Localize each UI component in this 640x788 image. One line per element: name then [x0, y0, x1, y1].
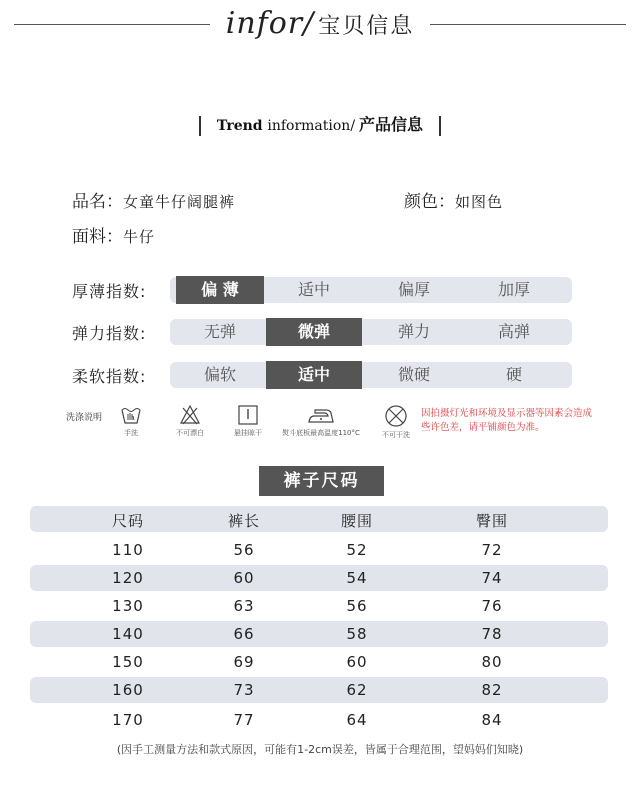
care-text: 不可干洗: [382, 431, 410, 439]
trend-title: 产品信息: [359, 115, 424, 134]
table-cell: 63: [233, 597, 255, 615]
table-cell: 160: [112, 681, 144, 699]
hang-dry-icon: [237, 404, 259, 426]
table-header-cell: 腰围: [340, 512, 373, 530]
care-title: 洗涤说明: [66, 413, 103, 423]
hand-wash-icon: [120, 404, 142, 426]
index-option: 偏软: [203, 365, 236, 384]
section-header: [0, 6, 640, 41]
index-option-selected: 适中: [266, 361, 362, 389]
care-text: 熨斗底板最高温度110°C: [282, 429, 360, 437]
product-name-value: 女童牛仔阔腿裤: [123, 193, 236, 211]
table-cell: 60: [233, 569, 255, 587]
product-name-row: [72, 187, 235, 212]
table-cell: 170: [112, 711, 144, 729]
trend-word: Trend: [216, 118, 263, 134]
table-cell: 60: [346, 653, 368, 671]
table-cell: 69: [233, 653, 255, 671]
product-color-value: 如图色: [455, 193, 504, 211]
index-label: 弹力指数:: [72, 324, 147, 343]
index-option: 硬: [505, 365, 522, 384]
table-cell: 54: [346, 569, 368, 587]
table-cell: 56: [233, 541, 255, 559]
table-cell: 80: [481, 653, 503, 671]
table-cell: 130: [112, 597, 144, 615]
product-name-label: 品名：: [72, 192, 123, 212]
table-cell: 66: [233, 625, 255, 643]
table-cell: 74: [481, 569, 503, 587]
information-word: information/: [267, 118, 356, 134]
measurement-footnote: (因手工测量方法和款式原因，可能有1-2cm误差，皆属于合理范围，望妈妈们知晓): [116, 743, 524, 756]
table-cell: 72: [481, 541, 503, 559]
table-cell: 56: [346, 597, 368, 615]
care-text: 手洗: [124, 429, 138, 437]
table-cell: 52: [346, 541, 368, 559]
table-cell: 78: [481, 625, 503, 643]
header-title: 宝贝信息: [318, 14, 415, 39]
table-cell: 76: [481, 597, 503, 615]
care-item-no-dry-clean: [376, 404, 416, 440]
index-label: 厚薄指数:: [72, 282, 147, 301]
index-option-selected: 偏 薄: [176, 276, 264, 304]
index-option: 加厚: [497, 280, 530, 299]
iron-icon: [306, 404, 336, 426]
table-cell: 110: [112, 541, 144, 559]
care-item-hang-dry: [228, 404, 268, 438]
product-fabric-label: 面料：: [72, 227, 123, 247]
table-cell: 58: [346, 625, 368, 643]
table-cell: 77: [233, 711, 255, 729]
index-option-selected: 微弹: [266, 318, 362, 346]
care-item-iron: [276, 404, 366, 438]
care-item-no-bleach: [170, 404, 210, 438]
product-color-label: 颜色：: [404, 192, 455, 212]
table-cell: 82: [481, 681, 503, 699]
table-cell: 140: [112, 625, 144, 643]
size-table-title: 裤子尺码: [259, 466, 384, 496]
trend-heading: [0, 112, 640, 136]
table-header-cell: 尺码: [111, 512, 144, 530]
index-option: 无弹: [203, 322, 236, 341]
table-header-cell: 裤长: [227, 512, 260, 530]
table-header-cell: 臀围: [475, 512, 508, 530]
divider-bar-left: [199, 116, 201, 136]
index-option: 微硬: [397, 365, 430, 384]
table-cell: 120: [112, 569, 144, 587]
index-option: 弹力: [397, 322, 430, 341]
table-cell: 64: [346, 711, 368, 729]
care-text: 悬挂晾干: [234, 429, 262, 437]
index-option: 偏厚: [397, 280, 430, 299]
index-scale: [170, 362, 572, 388]
product-fabric-row: [72, 222, 155, 247]
no-bleach-icon: [179, 404, 201, 426]
divider-bar-right: [439, 116, 441, 136]
care-item-hand-wash: [113, 404, 149, 438]
index-option: 高弹: [497, 322, 530, 341]
index-scale: [170, 277, 572, 303]
index-label: 柔软指数:: [72, 367, 147, 386]
table-cell: 62: [346, 681, 368, 699]
product-color-row: [404, 187, 503, 212]
index-scale: [170, 319, 572, 345]
table-cell: 84: [481, 711, 503, 729]
care-text: 不可漂白: [176, 429, 204, 437]
color-difference-note: 因拍摄灯光和环境及显示器等因素会造成些许色差，请平铺颜色为准。: [421, 408, 593, 433]
index-option: 适中: [297, 280, 330, 299]
product-fabric-value: 牛仔: [123, 228, 156, 246]
no-dry-clean-icon: [384, 404, 408, 428]
table-cell: 73: [233, 681, 255, 699]
header-script-title: infor/: [225, 6, 315, 41]
table-cell: 150: [112, 653, 144, 671]
